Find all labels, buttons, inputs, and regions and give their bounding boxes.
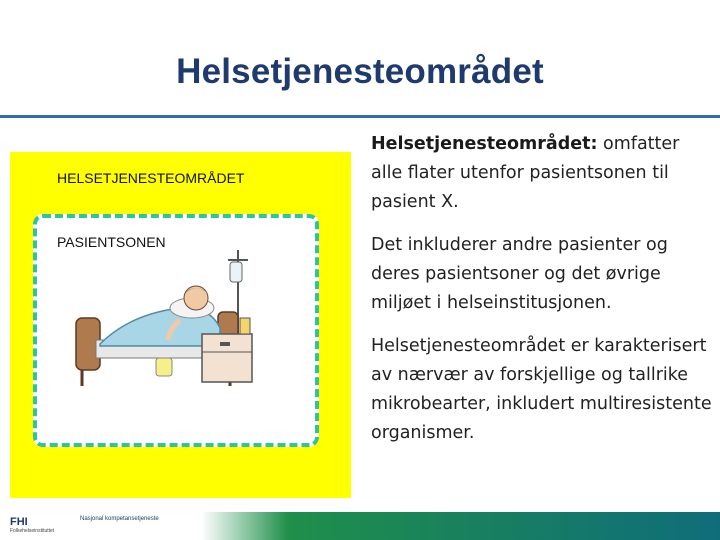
- description-text: [371, 130, 716, 462]
- fhi-logo: [10, 516, 54, 534]
- paragraph-characterized: Helsetjenesteområdet er karakterisert av nærvær av forskjellige og tallrike mikrobearter, inkludert multiresistente organismer.: [371, 336, 712, 443]
- paragraph-definition: [371, 130, 716, 217]
- fhi-logo-text: FHI: [10, 516, 28, 528]
- title-divider: [0, 115, 720, 118]
- patient-bed-illustration: [70, 248, 280, 398]
- definition-term: Helsetjenesteområdet:: [371, 134, 598, 154]
- definition-text: omfatter alle flater utenfor pasientsonen til pasient X.: [371, 134, 680, 212]
- healthcare-area-label: HELSETJENESTEOMRÅDET: [57, 170, 245, 186]
- competence-service-logo: Nasjonal kompetansetjeneste: [80, 516, 159, 522]
- fhi-logo-subtitle: Folkehelseinstituttet: [10, 528, 55, 534]
- paragraph-includes: Det inkluderer andre pasienter og deres pasientsoner og det øvrige miljøet i helseinstitusjonen.: [371, 235, 668, 313]
- slide-title: Helsetjenesteområdet: [176, 52, 544, 91]
- patient-zone-label: PASIENTSONEN: [57, 234, 166, 250]
